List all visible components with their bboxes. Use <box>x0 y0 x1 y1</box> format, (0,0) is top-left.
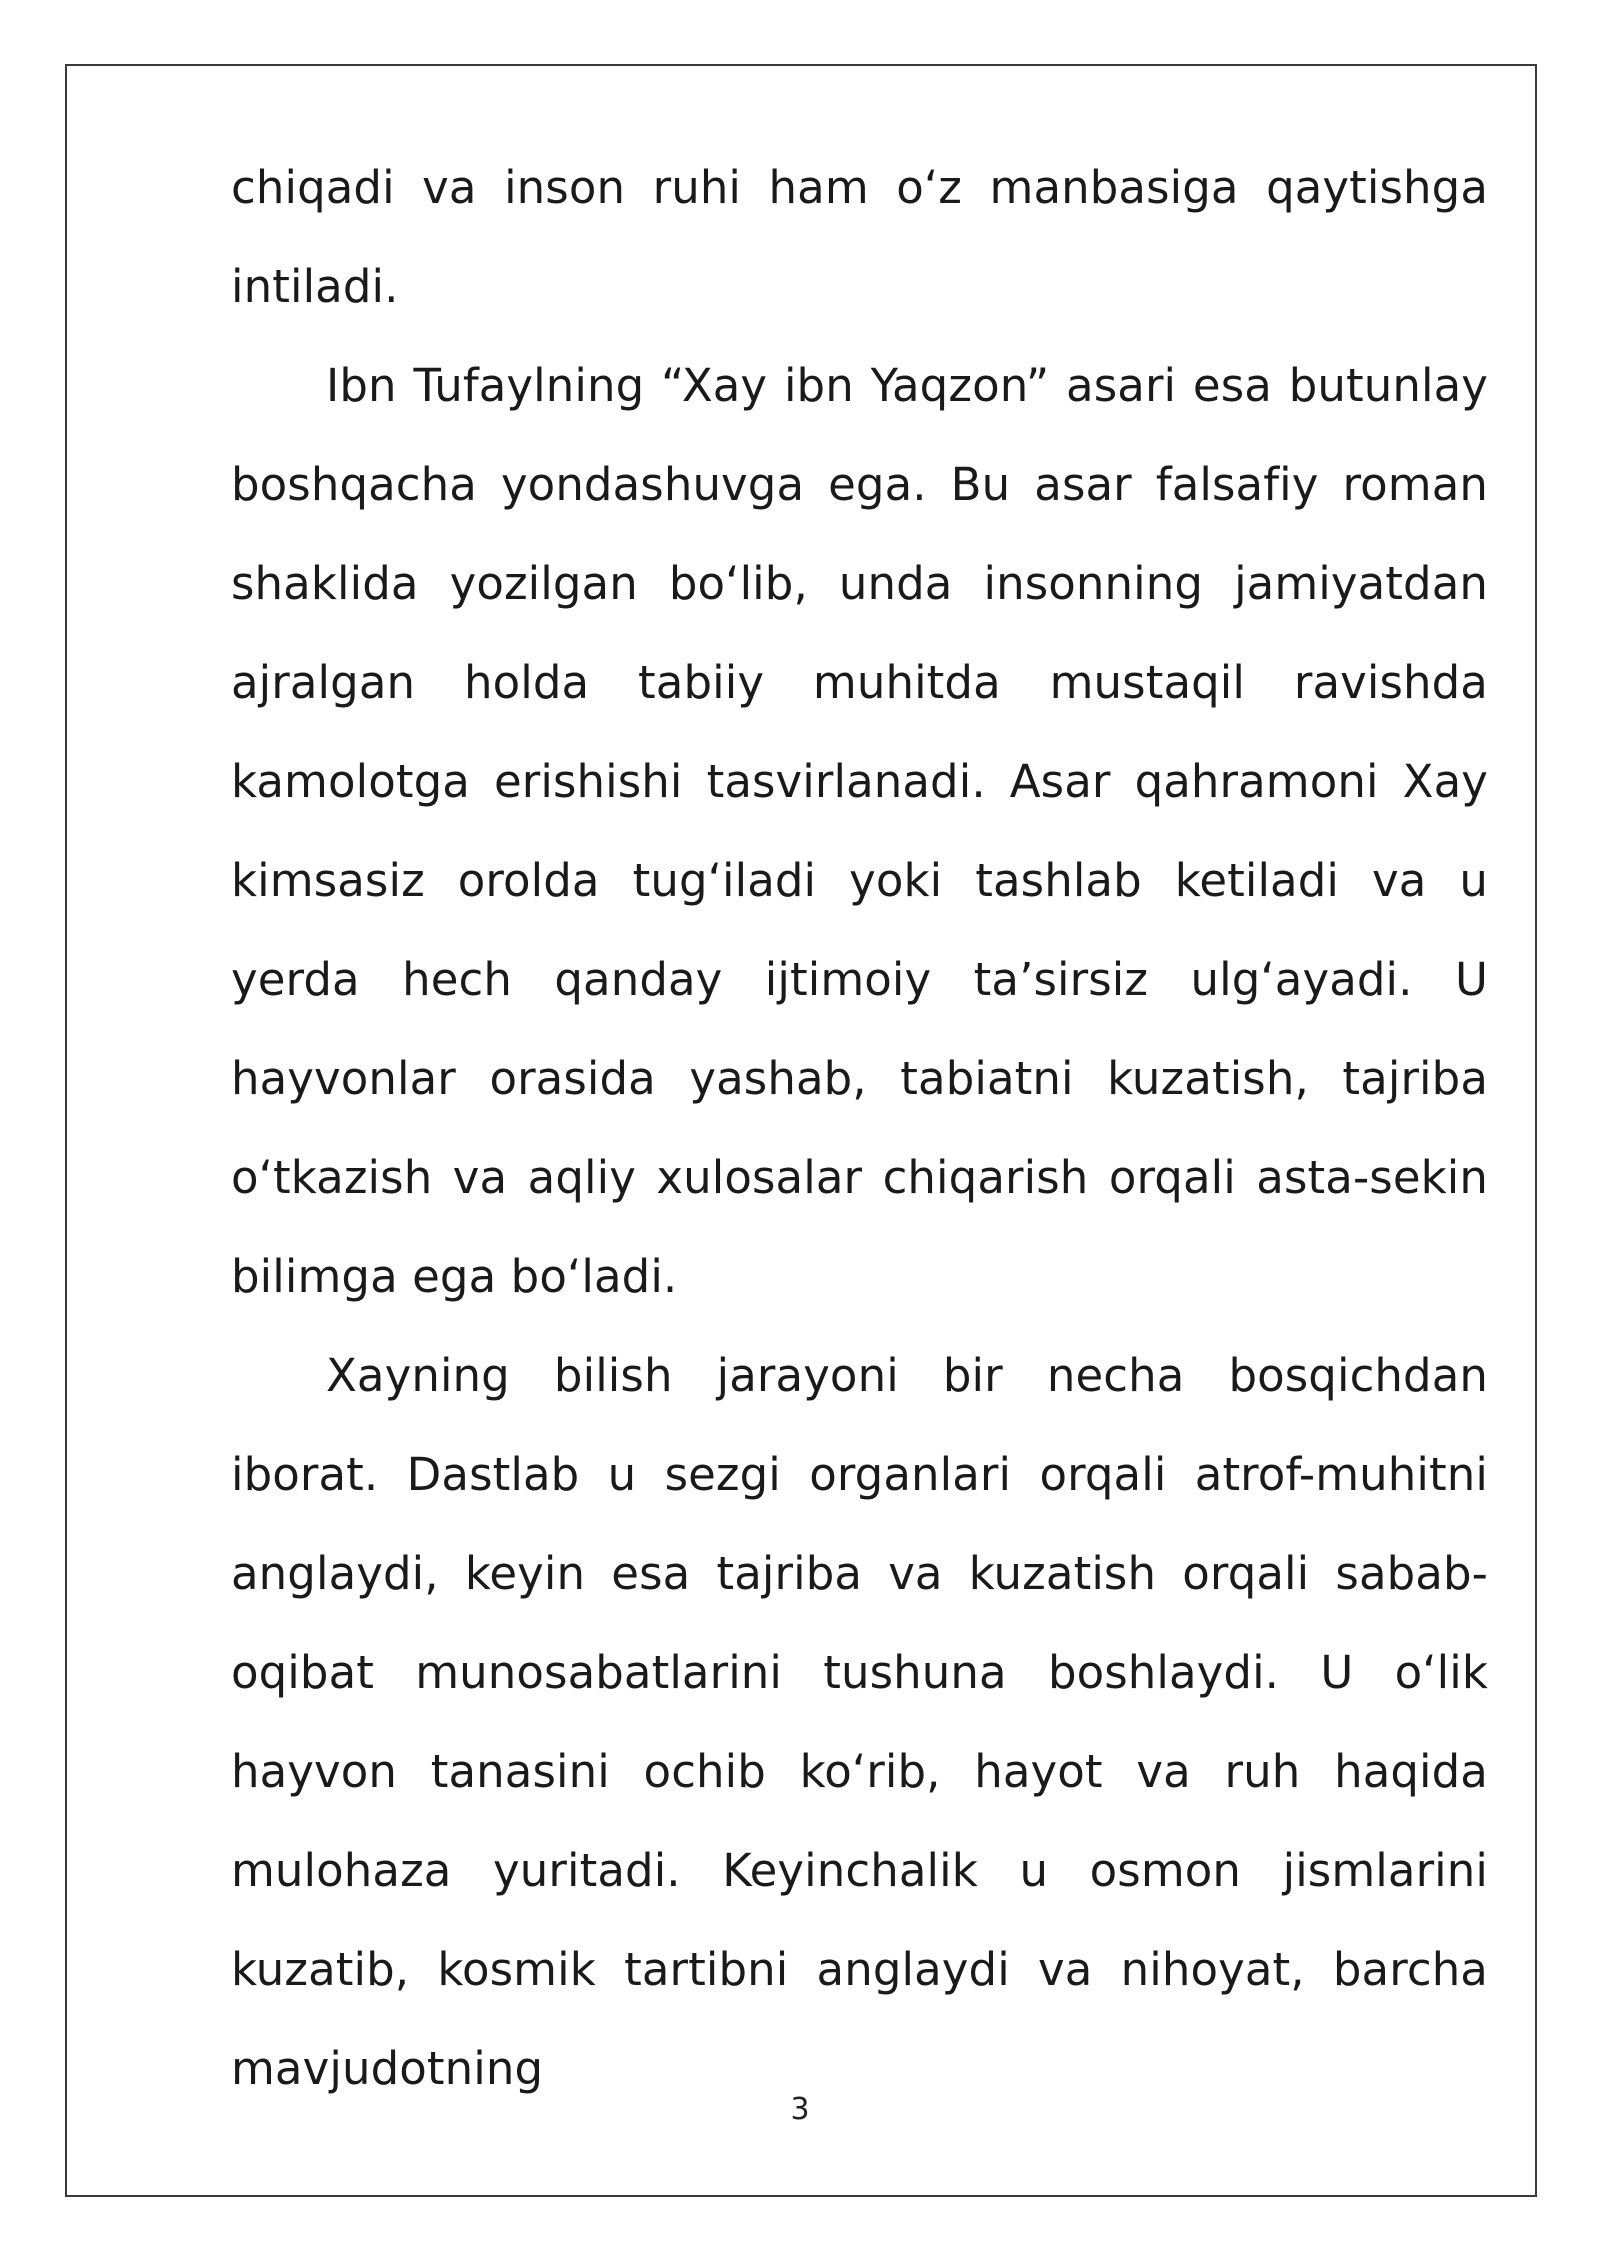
paragraph-xay-ibn-yaqzon: Ibn Tufaylning “Xay ibn Yaqzon” asari esa butunlay boshqacha yondashuvga ega. Bu asar falsafiy roman shaklida yozilgan bo‘lib, unda insonning jamiyatdan ajralgan holda tabiiy muhitda mustaqil ravishda kamolotga erishishi tasvirlanadi. Asar qahramoni Xay kimsasiz orolda tug‘iladi yoki tashlab ketiladi va u yerda hech qanday ijtimoiy ta’sirsiz ulg‘ayadi. U hayvonlar orasida yashab, tabiatni kuzatish, tajriba o‘tkazish va aqliy xulosalar chiqarish orqali asta-sekin bilimga ega bo‘ladi. <box>231 359 1488 1303</box>
page-number: 3 <box>790 2092 810 2127</box>
document-body <box>231 138 1488 2118</box>
paragraph-cognition-stages: Xayning bilish jarayoni bir necha bosqichdan iborat. Dastlab u sezgi organlari orqali atrof-muhitni anglaydi, keyin esa tajriba va kuzatish orqali sabab-oqibat munosabatlarini tushuna boshlaydi. U o‘lik hayvon tanasini ochib ko‘rib, hayot va ruh haqida mulohaza yuritadi. Keyinchalik u osmon jismlarini kuzatib, kosmik tartibni anglaydi va nihoyat, barcha mavjudotning <box>231 1349 1488 2095</box>
paragraph-continuation: chiqadi va inson ruhi ham o‘z manbasiga qaytishga intiladi. <box>231 161 1488 313</box>
